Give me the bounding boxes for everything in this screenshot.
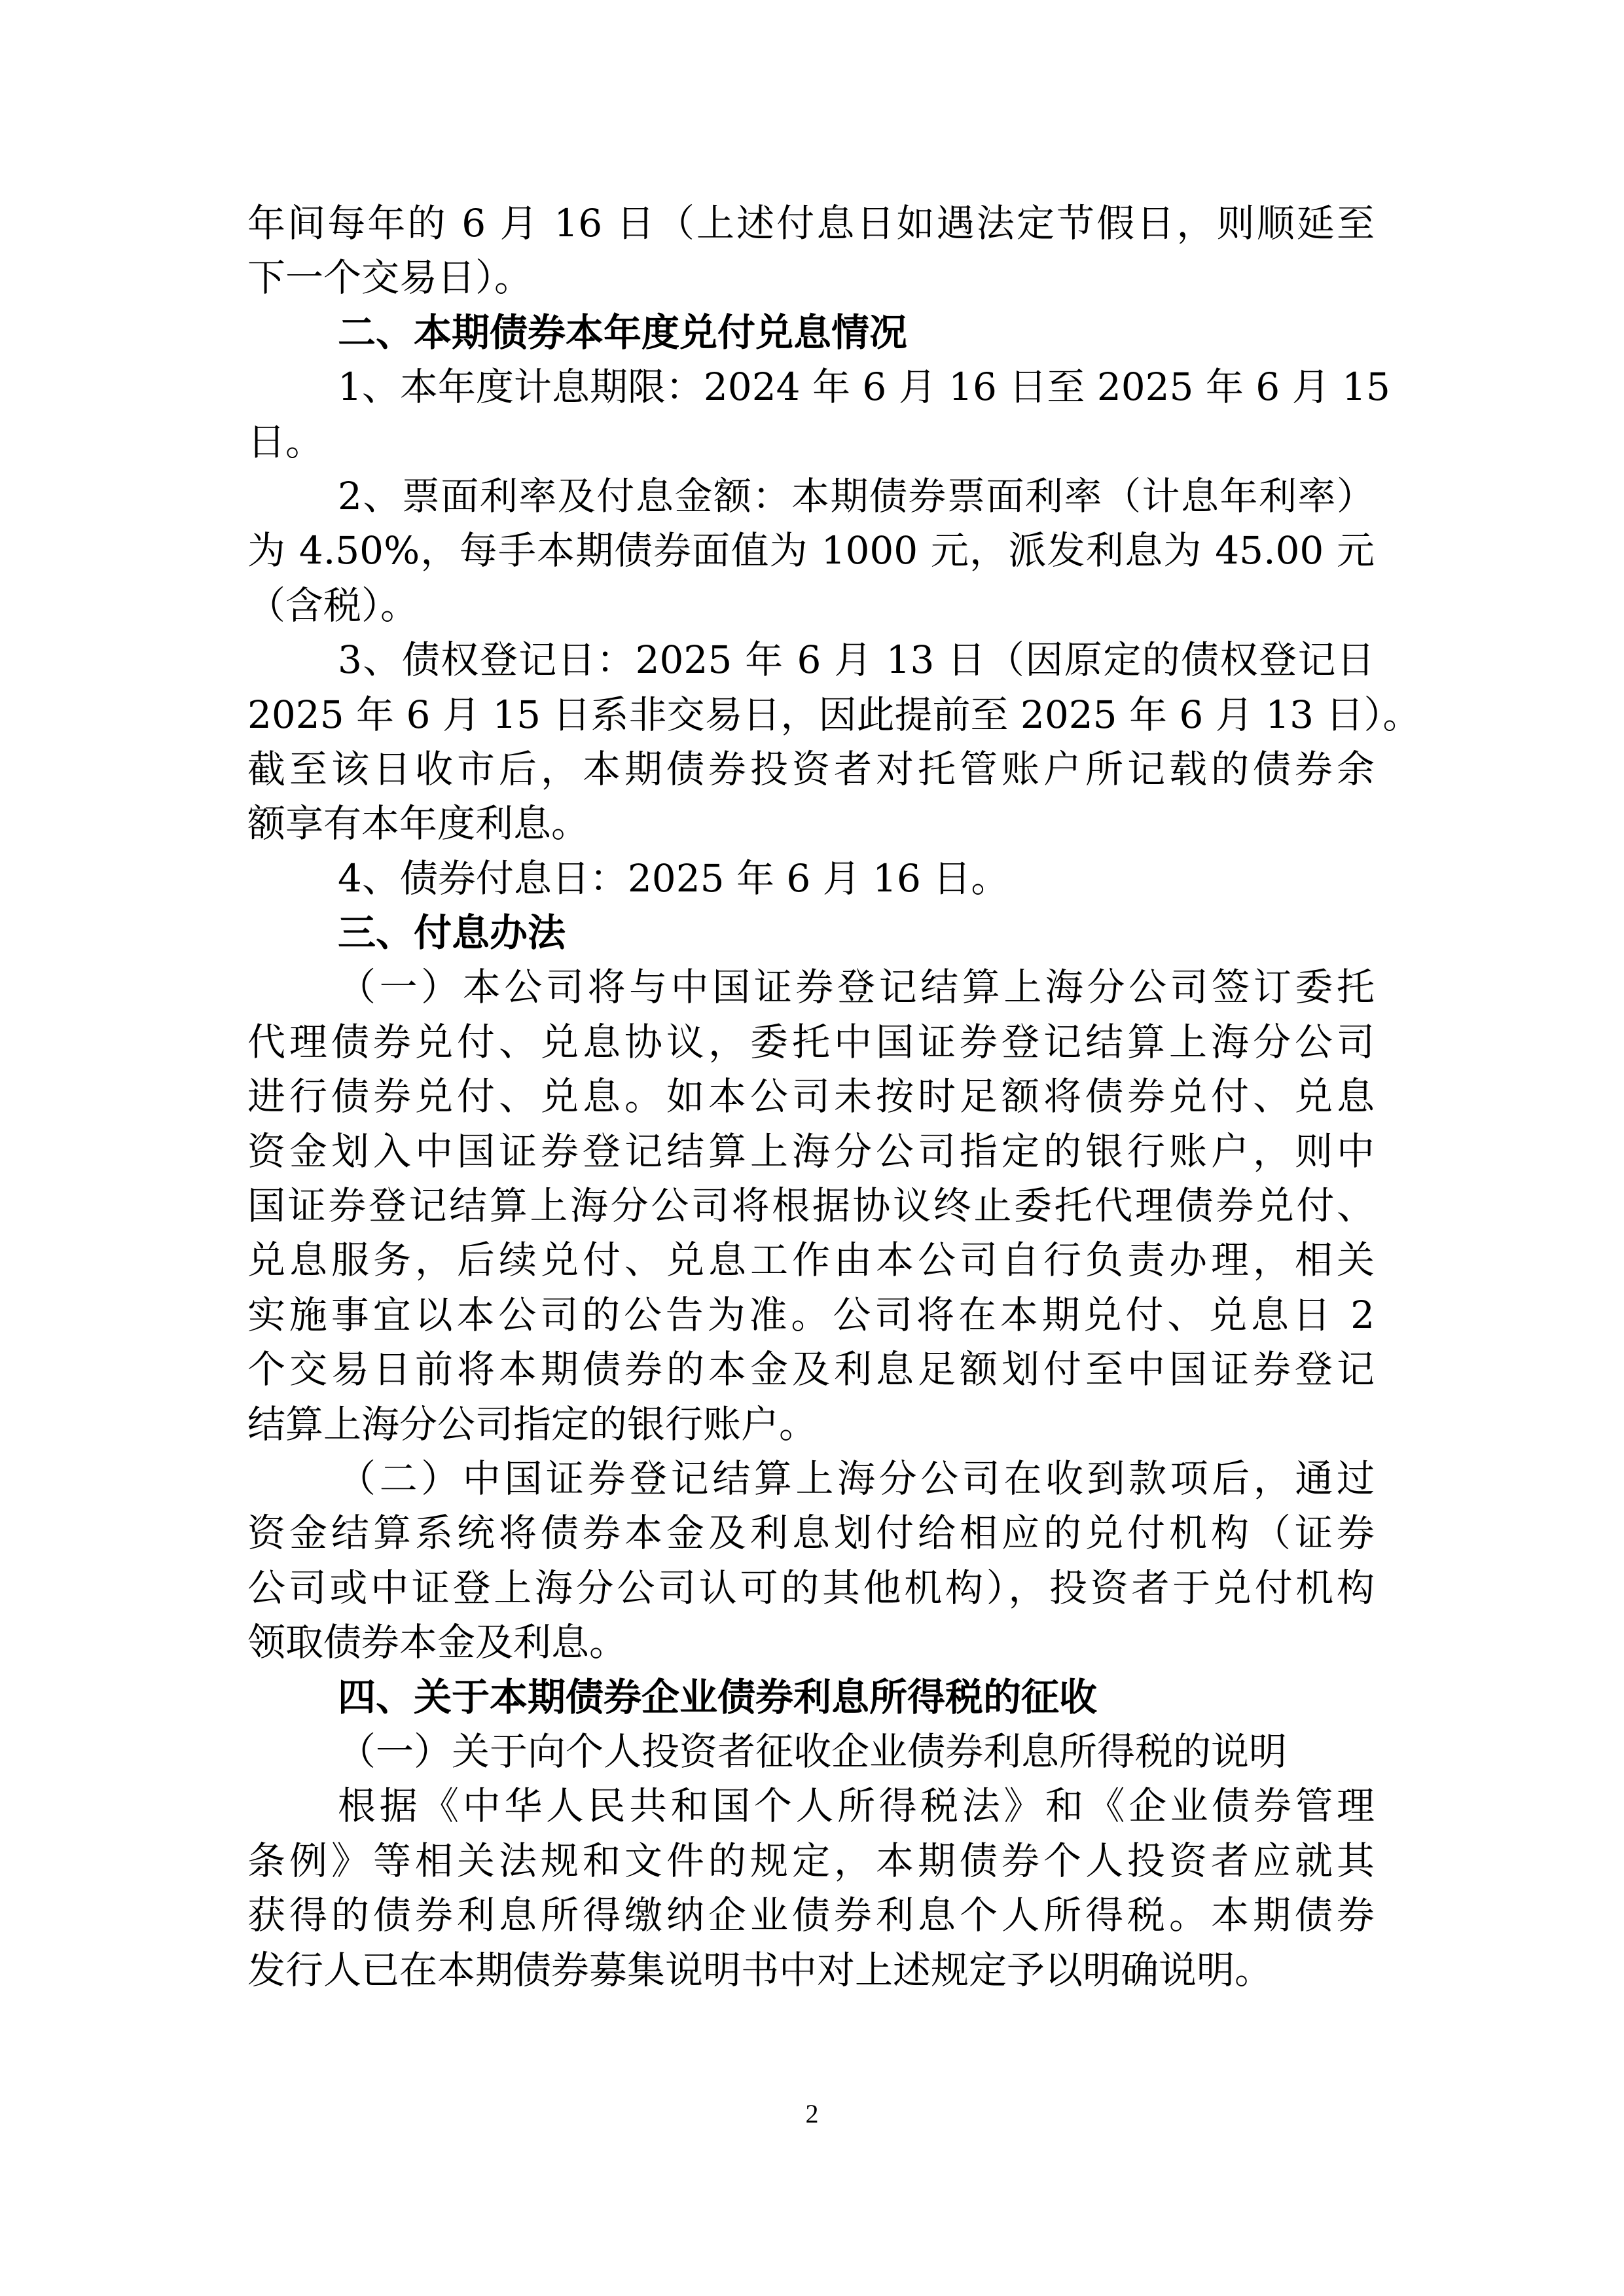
paragraph-line: 公司或中证登上海分公司认可的其他机构），投资者于兑付机构 [247, 1565, 1375, 1610]
section-heading: 三、付息办法 [338, 910, 566, 956]
paragraph-line: 发行人已在本期债券募集说明书中对上述规定予以明确说明。 [247, 1947, 1273, 1992]
paragraph-line: 代理债券兑付、兑息协议，委托中国证券登记结算上海分公司 [247, 1019, 1375, 1064]
paragraph-line: 下一个交易日）。 [247, 255, 533, 300]
paragraph-line: 条例》等相关法规和文件的规定，本期债券个人投资者应就其 [247, 1838, 1375, 1883]
page-number: 2 [805, 2099, 819, 2128]
paragraph-line: 2025 年 6 月 15 日系非交易日，因此提前至 2025 年 6 月 13 日）。 [247, 692, 1421, 737]
paragraph-line: 资金结算系统将债券本金及利息划付给相应的兑付机构（证券 [247, 1511, 1375, 1556]
paragraph-line: （一）关于向个人投资者征收企业债券利息所得税的说明 [338, 1729, 1288, 1774]
paragraph-line: 兑息服务，后续兑付、兑息工作由本公司自行负责办理，相关 [247, 1238, 1375, 1283]
paragraph-line: 日。 [247, 419, 324, 464]
paragraph-line: 根据《中华人民共和国个人所得税法》和《企业债券管理 [338, 1784, 1375, 1829]
paragraph-line: 获得的债券利息所得缴纳企业债券利息个人所得税。本期债券 [247, 1893, 1375, 1938]
section-heading: 二、本期债券本年度兑付兑息情况 [338, 310, 908, 355]
section-heading: 四、关于本期债券企业债券利息所得税的征收 [338, 1674, 1098, 1719]
paragraph-line: 3、债权登记日：2025 年 6 月 13 日（因原定的债权登记日 [338, 637, 1375, 683]
paragraph-line: 实施事宜以本公司的公告为准。公司将在本期兑付、兑息日 2 [247, 1292, 1375, 1337]
paragraph-line: 1、本年度计息期限：2024 年 6 月 16 日至 2025 年 6 月 15 [338, 365, 1390, 410]
paragraph-line: 国证券登记结算上海分公司将根据协议终止委托代理债券兑付、 [247, 1183, 1375, 1229]
paragraph-line: （一）本公司将与中国证券登记结算上海分公司签订委托 [338, 965, 1375, 1010]
paragraph-line: 进行债券兑付、兑息。如本公司未按时足额将债券兑付、兑息 [247, 1074, 1375, 1119]
paragraph-line: 2、票面利率及付息金额：本期债券票面利率（计息年利率） [338, 473, 1375, 518]
paragraph-line: 截至该日收市后，本期债券投资者对托管账户所记载的债券余 [247, 746, 1375, 791]
paragraph-line: 资金划入中国证券登记结算上海分公司指定的银行账户，则中 [247, 1128, 1375, 1174]
paragraph-line: （二）中国证券登记结算上海分公司在收到款项后，通过 [338, 1456, 1375, 1501]
document-body [247, 196, 1421, 1998]
paragraph-line: 额享有本年度利息。 [247, 801, 590, 846]
paragraph-line: 为 4.50%，每手本期债券面值为 1000 元，派发利息为 45.00 元 [247, 528, 1375, 573]
paragraph-line: 领取债券本金及利息。 [247, 1620, 628, 1665]
paragraph-line: 结算上海分公司指定的银行账户。 [247, 1401, 818, 1446]
paragraph-line: 个交易日前将本期债券的本金及利息足额划付至中国证券登记 [247, 1347, 1375, 1392]
paragraph-line: （含税）。 [247, 583, 419, 628]
paragraph-line: 4、债券付息日：2025 年 6 月 16 日。 [338, 855, 1009, 901]
paragraph-line: 年间每年的 6 月 16 日（上述付息日如遇法定节假日，则顺延至 [247, 201, 1375, 245]
